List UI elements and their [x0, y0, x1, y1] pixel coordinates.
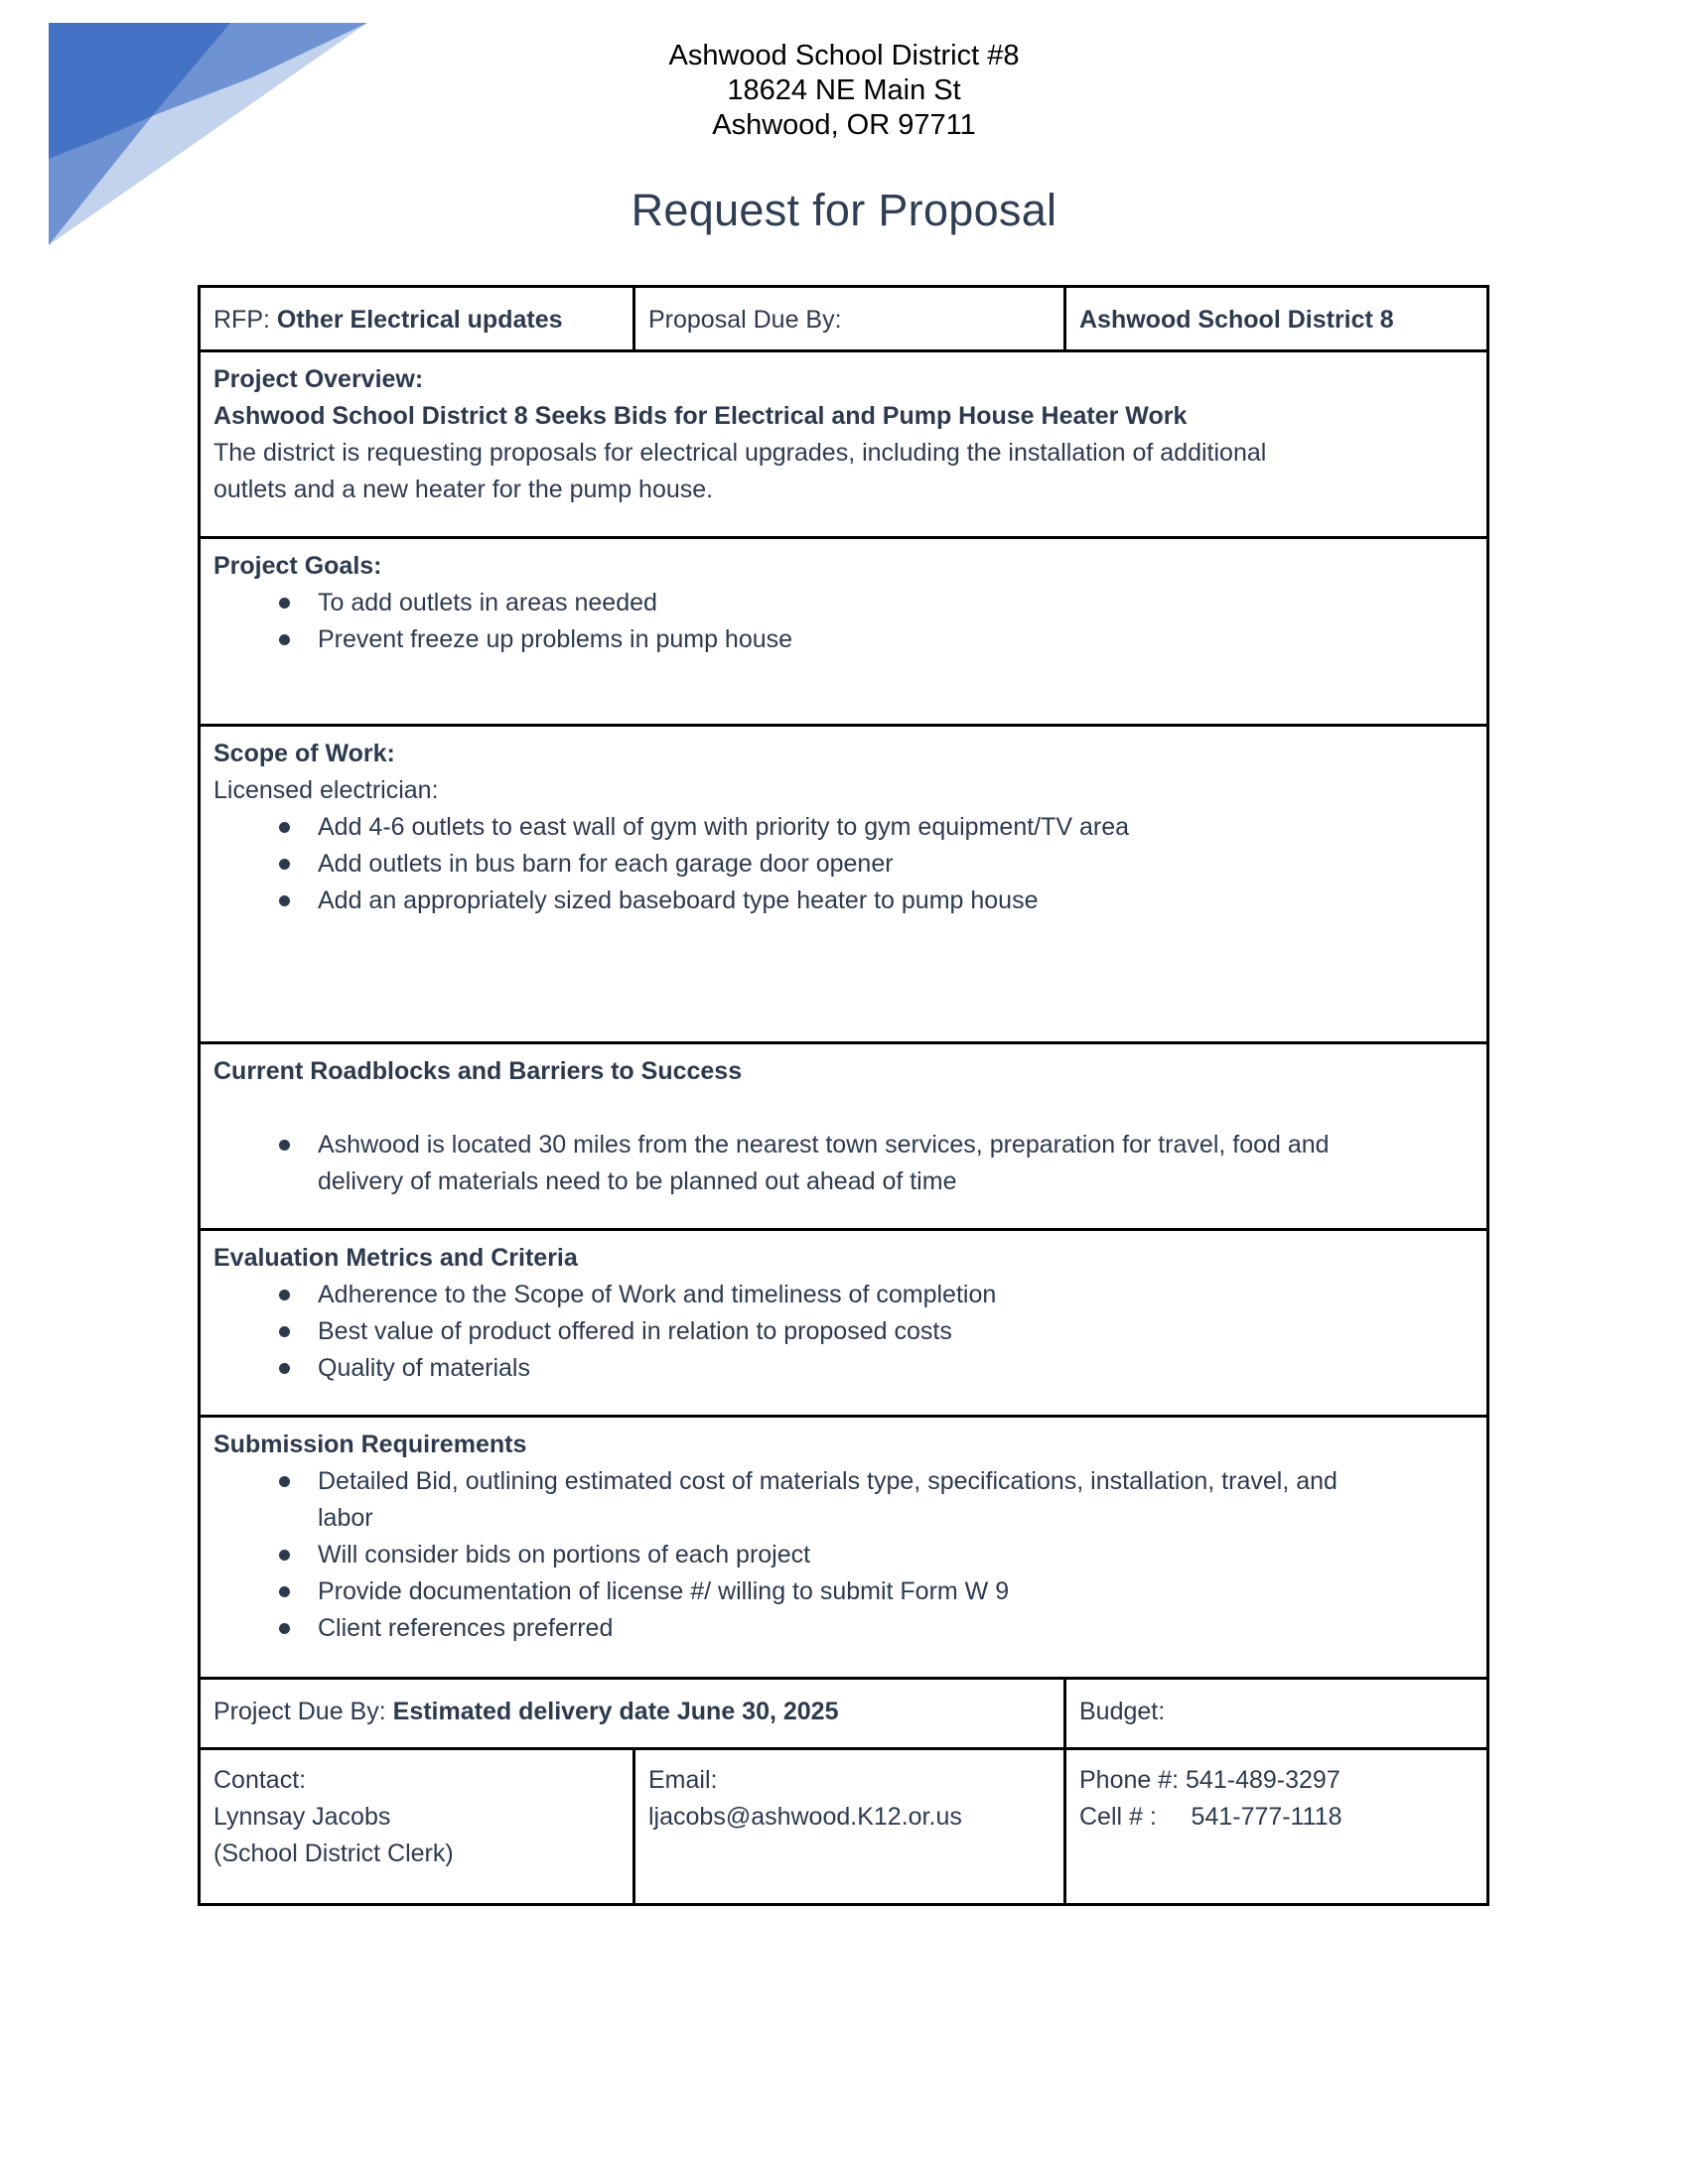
project-overview-text-line: outlets and a new heater for the pump house.	[213, 476, 714, 503]
cell-line	[1079, 1799, 1474, 1836]
phone-number: 541-489-3297	[1186, 1766, 1340, 1794]
email-label: Email:	[648, 1766, 718, 1794]
phone-label: Phone #:	[1079, 1766, 1187, 1794]
due-budget-row	[198, 1680, 1489, 1750]
roadblocks-section	[198, 1044, 1489, 1231]
evaluation-section	[198, 1231, 1489, 1418]
list-item: Provide documentation of license #/ willing to submit Form W 9	[213, 1573, 1474, 1610]
contact-name: Lynnsay Jacobs	[213, 1803, 391, 1831]
submission-heading: Submission Requirements	[213, 1431, 527, 1458]
proposal-due-cell	[633, 288, 1063, 349]
project-due-value: Estimated delivery date June 30, 2025	[392, 1698, 839, 1725]
project-due-cell	[201, 1680, 1063, 1747]
cell-number: 541-777-1118	[1191, 1803, 1342, 1831]
issuer-name: Ashwood School District 8	[1079, 306, 1394, 334]
project-overview-heading: Project Overview:	[213, 365, 424, 393]
contact-title: (School District Clerk)	[213, 1840, 454, 1867]
rfp-value: Other Electrical updates	[276, 306, 563, 334]
list-item-line: Detailed Bid, outlining estimated cost of materials type, specifications, installation, travel, and	[318, 1467, 1337, 1495]
list-item: Best value of product offered in relation to proposed costs	[213, 1313, 1474, 1350]
list-item	[213, 1127, 1474, 1200]
roadblocks-heading: Current Roadblocks and Barriers to Success	[213, 1057, 743, 1085]
issuer-cell	[1063, 288, 1486, 349]
roadblocks-cell	[201, 1044, 1486, 1228]
cell-label: Cell # :	[1079, 1803, 1192, 1831]
project-goals-section	[198, 539, 1489, 727]
roadblocks-list	[213, 1127, 1474, 1200]
list-item: Add outlets in bus barn for each garage door opener	[213, 846, 1474, 883]
city-state-zip: Ashwood, OR 97711	[712, 109, 976, 141]
list-item-line: delivery of materials need to be planned out ahead of time	[318, 1167, 957, 1195]
phone-cell	[1063, 1750, 1486, 1903]
budget-cell	[1063, 1680, 1486, 1747]
evaluation-cell	[201, 1231, 1486, 1415]
project-goals-heading: Project Goals:	[213, 552, 382, 580]
contact-row	[198, 1750, 1489, 1906]
project-overview-subheading: Ashwood School District 8 Seeks Bids for Electrical and Pump House Heater Work	[213, 402, 1188, 430]
list-item: Add an appropriately sized baseboard type heater to pump house	[213, 883, 1474, 919]
email-cell	[633, 1750, 1063, 1903]
project-overview-section	[198, 352, 1489, 539]
submission-section	[198, 1418, 1489, 1680]
scope-of-work-cell	[201, 727, 1486, 1041]
scope-of-work-intro: Licensed electrician:	[213, 776, 439, 804]
district-name: Ashwood School District #8	[668, 40, 1020, 71]
list-item: To add outlets in areas needed	[213, 585, 1474, 621]
rfp-cell	[201, 288, 633, 349]
list-item: Will consider bids on portions of each project	[213, 1537, 1474, 1573]
list-item: Prevent freeze up problems in pump house	[213, 621, 1474, 658]
scope-of-work-heading: Scope of Work:	[213, 740, 395, 767]
phone-line	[1079, 1762, 1474, 1799]
page-title: Request for Proposal	[631, 185, 1057, 235]
contact-cell	[201, 1750, 633, 1903]
rfp-label: RFP:	[213, 306, 277, 334]
rfp-header-row	[198, 285, 1489, 352]
spacer	[213, 1090, 1474, 1127]
project-overview-text-line: The district is requesting proposals for electrical upgrades, including the installation of additional	[213, 439, 1267, 467]
list-item: Client references preferred	[213, 1610, 1474, 1647]
project-overview-cell	[201, 352, 1486, 536]
evaluation-heading: Evaluation Metrics and Criteria	[213, 1244, 578, 1272]
letterhead	[0, 39, 1688, 143]
scope-of-work-list	[213, 809, 1474, 919]
list-item	[213, 1463, 1474, 1537]
project-due-label: Project Due By:	[213, 1698, 393, 1725]
rfp-table	[198, 285, 1489, 1906]
street-address: 18624 NE Main St	[727, 74, 961, 106]
project-goals-cell	[201, 539, 1486, 724]
submission-cell	[201, 1418, 1486, 1677]
proposal-due-label: Proposal Due By:	[648, 306, 842, 334]
project-goals-list	[213, 585, 1474, 658]
budget-label: Budget:	[1079, 1698, 1166, 1725]
submission-list	[213, 1463, 1474, 1647]
list-item-line: Ashwood is located 30 miles from the nearest town services, preparation for travel, food and	[318, 1131, 1330, 1159]
scope-of-work-section	[198, 727, 1489, 1044]
list-item: Add 4-6 outlets to east wall of gym with priority to gym equipment/TV area	[213, 809, 1474, 846]
list-item-line: labor	[318, 1504, 373, 1532]
list-item: Quality of materials	[213, 1350, 1474, 1387]
contact-label: Contact:	[213, 1766, 307, 1794]
list-item: Adherence to the Scope of Work and timeliness of completion	[213, 1277, 1474, 1313]
evaluation-list	[213, 1277, 1474, 1387]
email-link[interactable]: ljacobs@ashwood.K12.or.us	[648, 1803, 962, 1831]
